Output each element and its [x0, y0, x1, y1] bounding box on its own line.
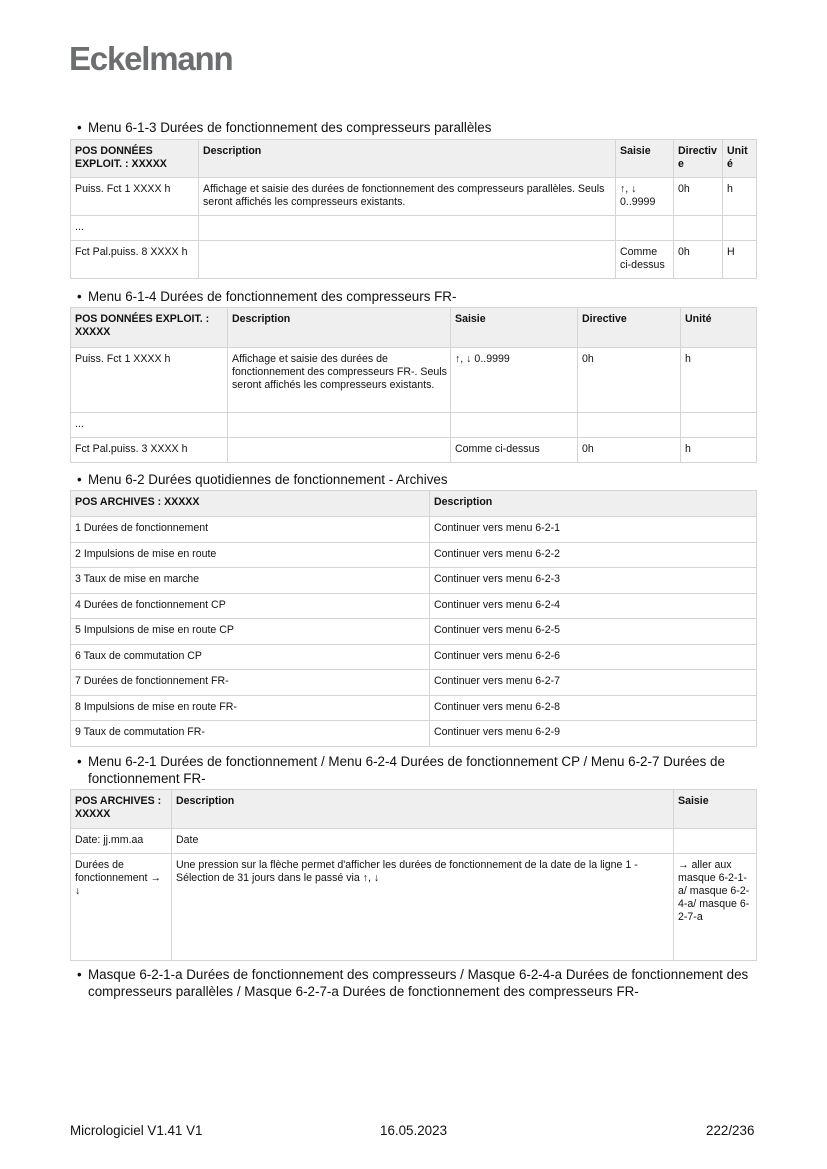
table-6-1-4: [70, 307, 757, 463]
table-row: [71, 721, 757, 747]
table-cell: Une pression sur la flèche permet d'afficher les durées de fonctionnement de la date de la ligne 1 - Sélection de 31 jours dans le passé via ↑, ↓: [172, 854, 674, 961]
table-row: [71, 696, 757, 721]
footer-date: 16.05.2023: [380, 1123, 448, 1138]
table-cell: 0h: [578, 438, 681, 463]
column-header: Saisie: [616, 140, 674, 178]
column-header: Description: [228, 308, 451, 348]
column-header: Description: [199, 140, 616, 178]
table-row: [71, 216, 757, 241]
footer-firmware: Micrologiciel V1.41 V1: [70, 1123, 203, 1138]
table-cell: Affichage et saisie des durées de fonctionnement des compresseurs FR-. Seuls seront affichés les compresseurs existants.: [228, 348, 451, 413]
table-cell: Date: jj.mm.aa: [71, 829, 172, 854]
table-6-2: [70, 490, 757, 747]
table-cell: [228, 438, 451, 463]
table-cell: 1 Durées de fonctionnement: [71, 517, 430, 543]
table-cell: ↑, ↓ 0..9999: [451, 348, 578, 413]
table-row: [71, 568, 757, 594]
table-row: [71, 645, 757, 670]
table-cell: ...: [71, 413, 228, 438]
table-cell: Affichage et saisie des durées de fonctionnement des compresseurs parallèles. Seuls seront affichés les compresseurs existants.: [199, 178, 616, 216]
column-header: Unité: [681, 308, 757, 348]
section-title: • Menu 6-2 Durées quotidiennes de fonctionnement - Archives: [77, 472, 778, 489]
table-row: [71, 670, 757, 696]
section-title: • Menu 6-1-3 Durées de fonctionnement des compresseurs parallèles: [77, 120, 778, 137]
footer-page-number: 222/236: [706, 1123, 755, 1138]
column-header: POS DONNÉES EXPLOIT. : XXXXX: [71, 308, 228, 348]
table-cell: H: [723, 241, 757, 279]
table-cell: Continuer vers menu 6-2-5: [430, 619, 757, 645]
table-cell: h: [681, 438, 757, 463]
table-header-row: [71, 790, 757, 829]
table-cell: [723, 216, 757, 241]
table-cell: h: [723, 178, 757, 216]
table-cell: 0h: [674, 178, 723, 216]
table-cell: Continuer vers menu 6-2-2: [430, 543, 757, 568]
table-cell: [228, 413, 451, 438]
table-cell: [199, 216, 616, 241]
table-cell: Fct Pal.puiss. 3 XXXX h: [71, 438, 228, 463]
table-row: [71, 348, 757, 413]
column-header: Saisie: [674, 790, 757, 829]
table-cell: 3 Taux de mise en marche: [71, 568, 430, 594]
section-title: • Menu 6-2-1 Durées de fonctionnement / Menu 6-2-4 Durées de fonctionnement CP / Menu 6-2-7 Durées de fonctionnement FR-: [77, 754, 778, 787]
table-cell: Fct Pal.puiss. 8 XXXX h: [71, 241, 199, 279]
table-cell: Continuer vers menu 6-2-1: [430, 517, 757, 543]
table-cell: 8 Impulsions de mise en route FR-: [71, 696, 430, 721]
table-cell: Continuer vers menu 6-2-6: [430, 645, 757, 670]
table-cell: 6 Taux de commutation CP: [71, 645, 430, 670]
column-header: Unit é: [723, 140, 757, 178]
table-header-row: [71, 140, 757, 178]
table-cell: [681, 413, 757, 438]
column-header: POS ARCHIVES : XXXXX: [71, 491, 430, 517]
table-cell: Continuer vers menu 6-2-7: [430, 670, 757, 696]
table-cell: ↑, ↓ 0..9999: [616, 178, 674, 216]
table-cell: Continuer vers menu 6-2-4: [430, 594, 757, 619]
table-cell: ...: [71, 216, 199, 241]
table-cell: Comme ci-dessus: [451, 438, 578, 463]
table-cell: Continuer vers menu 6-2-8: [430, 696, 757, 721]
column-header: Directiv e: [674, 140, 723, 178]
table-row: [71, 438, 757, 463]
column-header: Directive: [578, 308, 681, 348]
table-cell: Continuer vers menu 6-2-9: [430, 721, 757, 747]
table-cell: 2 Impulsions de mise en route: [71, 543, 430, 568]
table-cell: h: [681, 348, 757, 413]
table-cell: 4 Durées de fonctionnement CP: [71, 594, 430, 619]
column-header: Description: [172, 790, 674, 829]
column-header: Description: [430, 491, 757, 517]
table-row: [71, 517, 757, 543]
table-row: [71, 178, 757, 216]
table-cell: [616, 216, 674, 241]
table-cell: Comme ci-dessus: [616, 241, 674, 279]
table-cell: → aller aux masque 6-2-1-a/ masque 6-2-4-a/ masque 6-2-7-a: [674, 854, 757, 961]
table-header-row: [71, 491, 757, 517]
table-cell: [674, 829, 757, 854]
section-title: • Masque 6-2-1-a Durées de fonctionnement des compresseurs / Masque 6-2-4-a Durées de fonctionnement des compresseurs parallèles / Masque 6-2-7-a Durées de fonctionnement des compresseurs FR-: [77, 967, 778, 1000]
table-cell: Date: [172, 829, 674, 854]
table-row: [71, 619, 757, 645]
table-cell: 7 Durées de fonctionnement FR-: [71, 670, 430, 696]
eckelmann-logo: Eckelmann: [69, 40, 233, 77]
table-cell: [674, 216, 723, 241]
table-cell: [578, 413, 681, 438]
table-6-1-3: [70, 139, 757, 279]
table-cell: Continuer vers menu 6-2-3: [430, 568, 757, 594]
table-row: [71, 829, 757, 854]
column-header: POS DONNÉES EXPLOIT. : XXXXX: [71, 140, 199, 178]
table-cell: [199, 241, 616, 279]
table-row: [71, 543, 757, 568]
table-6-2-1: [70, 789, 757, 961]
table-cell: [451, 413, 578, 438]
table-cell: 0h: [578, 348, 681, 413]
table-cell: 9 Taux de commutation FR-: [71, 721, 430, 747]
table-cell: Puiss. Fct 1 XXXX h: [71, 178, 199, 216]
table-row: [71, 594, 757, 619]
table-row: [71, 413, 757, 438]
table-cell: 0h: [674, 241, 723, 279]
column-header: Saisie: [451, 308, 578, 348]
column-header: POS ARCHIVES : XXXXX: [71, 790, 172, 829]
table-cell: Puiss. Fct 1 XXXX h: [71, 348, 228, 413]
table-cell: 5 Impulsions de mise en route CP: [71, 619, 430, 645]
table-cell: Durées de fonctionnement → ↓: [71, 854, 172, 961]
table-row: [71, 241, 757, 279]
table-row: [71, 854, 757, 961]
table-header-row: [71, 308, 757, 348]
section-title: • Menu 6-1-4 Durées de fonctionnement des compresseurs FR-: [77, 289, 778, 306]
